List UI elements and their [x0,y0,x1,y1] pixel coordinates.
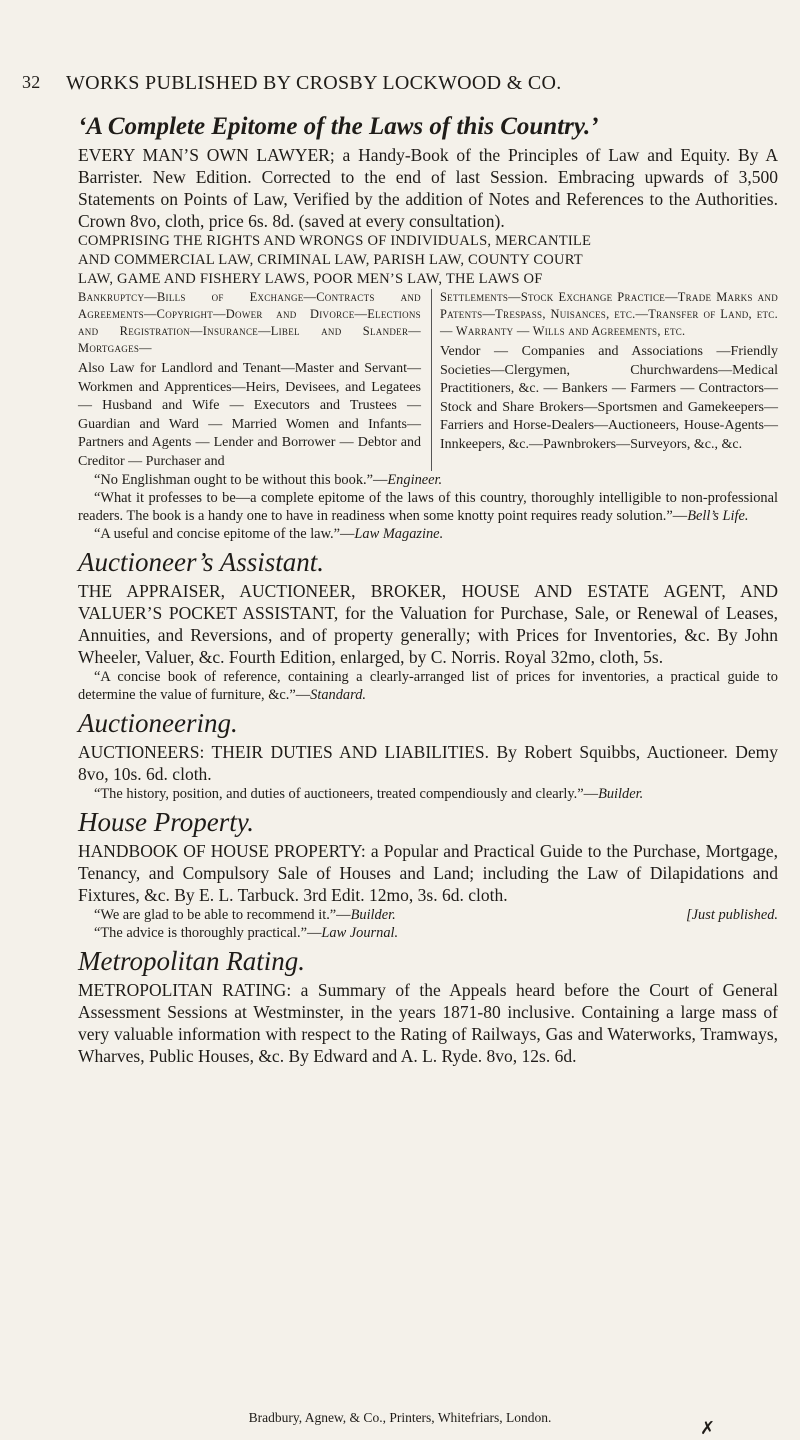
contents-line-3: LAW, GAME AND FISHERY LAWS, POOR MEN’S LAW, THE LAWS OF [78,271,543,287]
review-standard: “A concise book of reference, containing a clearly-arranged list of prices for inventories, a practical guide to determine the value of furniture, &c.”—Standard. [78,669,778,703]
review-bells-life: “What it professes to be—a complete epitome of the laws of this country, thoroughly intelligible to non-professional readers. The book is a handy one to have in readiness when some knotty point requires ready solution.”—Bell’s Life. [78,490,778,524]
book-description-metropolitan-rating: METROPOLITAN RATING: a Summary of the Appeals heard before the Court of General Assessment Sessions at Westminster, in the years 1871-80 inclusive. Containing a large mass of very valuable information with respect to the Rating of Railways, Gas and Waterworks, Tramways, Wharves, Public Houses, &c. By Edward and A. L. Ryde. 8vo, 12s. 6d. [78,980,778,1066]
review-builder-house-property: “We are glad to be able to recommend it.”—Builder. [Just published. [94,907,778,923]
subjects-right-column [431,289,778,471]
book-description-every-mans-own-lawyer: EVERY MAN’S OWN LAWYER; a Handy-Book of the Principles of Law and Equity. By A Barrister. New Edition. Corrected to the end of last Session. Embracing upwards of 3,500 Statements on Points of Law, Verified by the addition of Notes and References to the Authorities. Crown 8vo, cloth, price 6s. 8d. (saved at every consultation). [78,145,778,231]
left-subjects: Bankruptcy—Bills of Exchange—Contracts and Agreements—Copyright—Dower and Divorce—Elections and Registration—Insurance—Libel and Slander—Mortgages— [78,290,421,355]
just-published-note: [Just published. [686,907,778,923]
review-engineer: “No Englishman ought to be without this book.”—Engineer. [94,472,443,488]
book-description-appraiser: THE APPRAISER, AUCTIONEER, BROKER, HOUSE AND ESTATE AGENT, AND VALUER’S POCKET ASSISTANT, for the Valuation for Purchase, Sale, or Renewal of Leases, Annuities, and Reversions, and of property generally; with Prices for Inventories, &c. By John Wheeler, Valuer, &c. Fourth Edition, enlarged, by C. Norris. Royal 32mo, cloth, 5s. [78,581,778,667]
book-description-house-property: HANDBOOK OF HOUSE PROPERTY: a Popular and Practical Guide to the Purchase, Mortgage, Tenancy, and Compulsory Sale of Houses and Land; including the Law of Dilapidations and Fixtures, &c. By E. L. Tarbuck. 3rd Edit. 12mo, 3s. 6d. cloth. [78,841,778,905]
subjects-left-column [78,289,421,471]
running-head [22,72,772,98]
heading-auctioneering: Auctioneering. [78,708,238,738]
review-law-magazine: “A useful and concise epitome of the law.”—Law Magazine. [94,526,444,542]
contents-line-1: COMPRISING THE RIGHTS AND WRONGS OF INDIVIDUALS, MERCANTILE [78,233,592,249]
contents-line-2: AND COMMERCIAL LAW, CRIMINAL LAW, PARISH LAW, COUNTY COURT [78,252,583,268]
right-also-law: Vendor — Companies and Associations —Friendly Societies—Clergymen, Churchwardens—Medical Practitioners, &c. — Bankers — Farmers — Contractors—Stock and Share Brokers—Sportsmen and Gamekeepers—Farriers and Horse-Dealers—Auctioneers, House-Agents—Innkeepers, &c.—Pawnbrokers—Surveyors, &c., &c. [439,344,778,452]
heading-auctioneers-assistant: Auctioneer’s Assistant. [78,547,325,577]
heading-house-property: House Property. [78,807,254,837]
right-subjects: Settlements—Stock Exchange Practice—Trade Marks and Patents—Trespass, Nuisances, etc.—Transfer of Land, etc. — Warranty — Wills and Agreements, etc. [439,290,778,338]
page-number: 32 [22,72,41,92]
running-title: WORKS PUBLISHED BY CROSBY LOCKWOOD & CO. [66,72,562,94]
book-title-laws-epitome: ‘A Complete Epitome of the Laws of this Country.’ [78,113,599,140]
heading-metropolitan-rating: Metropolitan Rating. [78,946,305,976]
subjects-two-column [78,289,778,471]
book-description-auctioneers-duties: AUCTIONEERS: THEIR DUTIES AND LIABILITIES. By Robert Squibbs, Auctioneer. Demy 8vo, 10s. 6d. cloth. [78,742,778,784]
signature-mark-icon: ✗ [700,1418,716,1438]
page-body [78,112,778,1067]
review-builder-auctioneering: “The history, position, and duties of auctioneers, treated compendiously and clearly.”—Builder. [94,786,644,802]
printer-imprint: Bradbury, Agnew, & Co., Printers, Whitefriars, London. [248,1410,552,1425]
review-law-journal: “The advice is thoroughly practical.”—Law Journal. [94,925,399,941]
left-also-law: Also Law for Landlord and Tenant—Master and Servant—Workmen and Apprentices—Heirs, Devisees, and Legatees — Husband and Wife — Executors and Trustees — Guardian and Ward — Married Women and Infants—Partners and Agents — Lender and Borrower — Debtor and Creditor — Purchaser and [78,361,421,469]
